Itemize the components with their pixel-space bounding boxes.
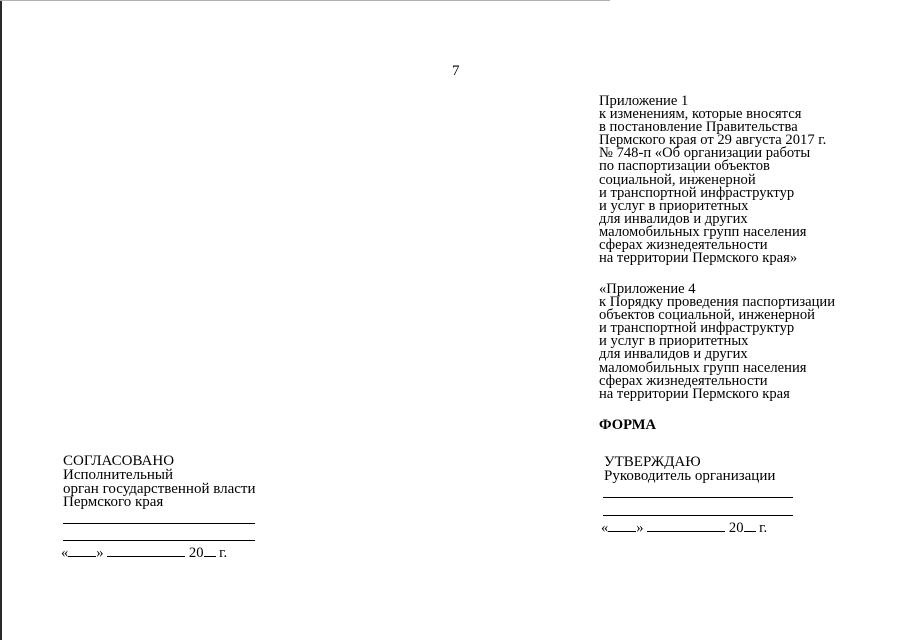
annex-1-line: социальной, инженерной <box>599 171 756 188</box>
approval-date-open: « <box>601 520 609 536</box>
agreement-block <box>63 455 256 510</box>
annex-1-line: и услуг в приоритетных <box>599 197 749 214</box>
approval-title: УТВЕРЖДАЮ <box>604 454 701 470</box>
agreement-line: Пермского края <box>63 494 164 511</box>
approval-block <box>604 456 775 484</box>
annex-1-line: № 748-п «Об организации работы <box>599 145 811 162</box>
annex-4-line: «Приложение 4 <box>599 281 696 297</box>
annex-4-line: и услуг в приоритетных <box>599 333 749 350</box>
annex-1-line: сферах жизнедеятельности <box>599 237 768 254</box>
agreement-day-blank <box>68 544 96 557</box>
annex-1-line: Пермского края от 29 августа 2017 г. <box>599 132 827 149</box>
approval-signature-line <box>603 497 793 498</box>
annex-1-line: к изменениям, которые вносятся <box>599 106 802 123</box>
annex-1-header <box>599 95 826 265</box>
approval-name-line <box>603 515 793 516</box>
approval-day-blank <box>608 519 636 532</box>
approval-date-suffix: г. <box>759 520 768 536</box>
annex-4-line: для инвалидов и других <box>599 346 748 363</box>
annex-1-line: Приложение 1 <box>599 93 689 109</box>
approval-year-blank <box>744 519 756 532</box>
agreement-year-blank <box>204 544 216 557</box>
annex-4-line: к Порядку проведения паспортизации <box>599 294 836 311</box>
agreement-date-close: » <box>96 545 104 561</box>
agreement-title: СОГЛАСОВАНО <box>63 453 175 469</box>
agreement-date-open: « <box>61 545 69 561</box>
annex-4-line: на территории Пермского края <box>599 385 790 402</box>
annex-1-line: в постановление Правительства <box>599 119 798 136</box>
approval-date-close: » <box>636 520 644 536</box>
agreement-line: Исполнительный <box>63 466 174 483</box>
page-top-edge <box>0 0 610 1</box>
page-number: 7 <box>452 63 460 79</box>
annex-1-line: по паспортизации объектов <box>599 158 770 175</box>
agreement-date-year: 20 <box>188 545 204 561</box>
annex-1-line: для инвалидов и других <box>599 210 748 227</box>
agreement-date <box>61 544 227 561</box>
annex-4-header <box>599 283 835 401</box>
agreement-line: орган государственной власти <box>63 480 256 497</box>
approval-date <box>601 519 767 536</box>
approval-month-blank <box>647 519 725 532</box>
approval-date-year: 20 <box>728 520 744 536</box>
annex-4-line: сферах жизнедеятельности <box>599 372 768 389</box>
annex-1-line: маломобильных групп населения <box>599 223 807 240</box>
agreement-name-line <box>63 540 255 541</box>
annex-1-line: и транспортной инфраструктур <box>599 184 795 201</box>
page-left-edge <box>0 0 2 640</box>
agreement-month-blank <box>107 544 185 557</box>
annex-4-line: и транспортной инфраструктур <box>599 320 795 337</box>
form-label: ФОРМА <box>599 417 657 433</box>
annex-4-line: маломобильных групп населения <box>599 359 807 376</box>
agreement-signature-line <box>63 523 255 524</box>
agreement-date-suffix: г. <box>219 545 228 561</box>
annex-4-line: объектов социальной, инженерной <box>599 307 815 324</box>
annex-1-line: на территории Пермского края» <box>599 250 798 267</box>
approval-role: Руководитель организации <box>604 467 776 484</box>
